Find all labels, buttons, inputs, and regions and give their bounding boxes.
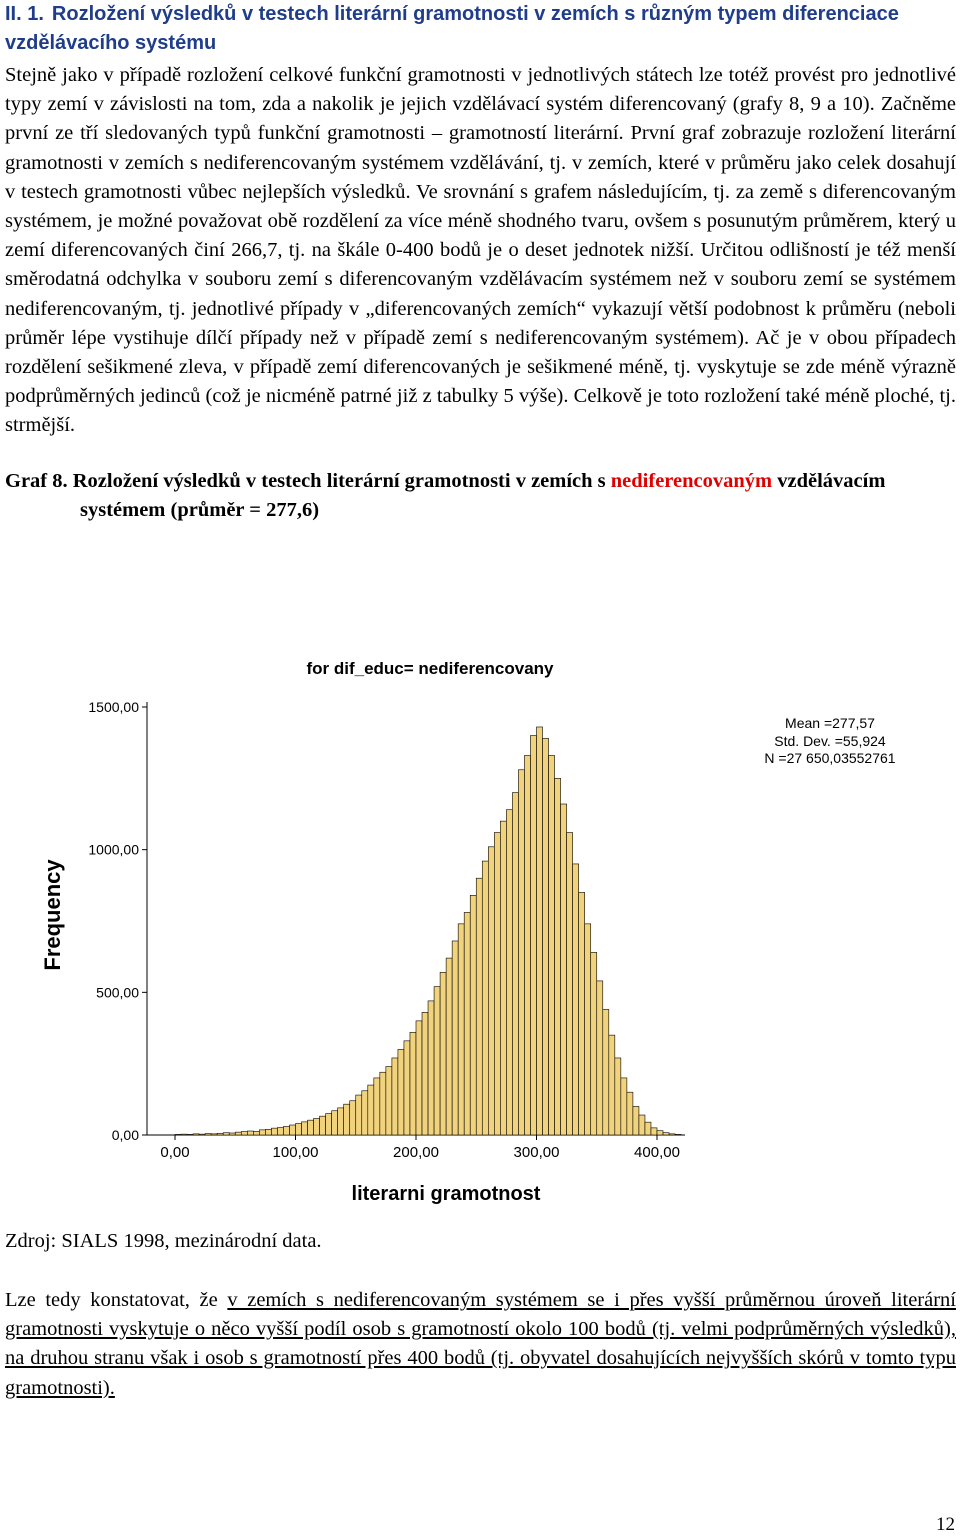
histogram-bar [350,1101,356,1135]
histogram-bar [543,738,549,1135]
page-number: 12 [936,1514,955,1535]
histogram-bar [259,1130,265,1135]
stats-box [764,715,895,766]
histogram-bar [187,1134,193,1135]
histogram-bar [428,1001,434,1135]
histogram-bar [332,1111,338,1135]
histogram-bar [669,1134,675,1135]
histogram-bar [561,804,567,1135]
histogram-bar [289,1125,295,1135]
histogram-bar [356,1095,362,1135]
histogram-bar [404,1041,410,1135]
histogram-chart [30,650,950,1210]
histogram-bar [314,1118,320,1135]
histogram-bar [271,1128,277,1135]
figure-caption [5,467,956,525]
histogram-bar [603,1009,609,1135]
histogram-bar [199,1134,205,1135]
bars-group [175,727,681,1135]
histogram-bar [482,861,488,1135]
stat-mean: Mean =277,57 [785,715,875,731]
histogram-bar [585,924,591,1135]
y-tick-label: 0,00 [111,1127,139,1143]
histogram-bar [506,810,512,1135]
histogram-bar [446,958,452,1135]
histogram-bar [205,1134,211,1135]
histogram-bar [615,1058,621,1135]
histogram-bar [326,1114,332,1135]
histogram-bar [302,1122,308,1135]
histogram-bar [537,727,543,1135]
chart-title: for dif_educ= nediferencovany [306,659,554,678]
histogram-bar [609,1035,615,1135]
histogram-bar [320,1116,326,1135]
histogram-bar [344,1104,350,1135]
histogram-bar [494,833,500,1135]
histogram-bar [530,736,536,1135]
histogram-bar [555,778,561,1135]
histogram-bar [175,1134,181,1135]
stat-n: N =27 650,03552761 [764,750,896,766]
histogram-bar [573,864,579,1135]
x-tick-label: 0,00 [160,1144,190,1161]
histogram-bar [675,1134,681,1135]
histogram-bar [500,821,506,1135]
conclusion-paragraph [5,1286,956,1403]
document-page [5,0,956,525]
histogram-bar [368,1085,374,1135]
histogram-bar [663,1133,669,1135]
caption-suffix: vzdělávacím systémem (průměr = 277,6) [80,469,886,521]
histogram-bar [380,1072,386,1135]
y-tick-label: 1000,00 [88,841,139,858]
histogram-bar [392,1058,398,1135]
y-tick-label: 500,00 [96,984,139,1001]
histogram-bar [651,1128,657,1135]
histogram-bar [422,1012,428,1135]
histogram-bar [338,1108,344,1135]
histogram-bar [308,1120,314,1135]
body-paragraph: Stejně jako v případě rozložení celkové funkční gramotnosti v jednotlivých státech lze totéž provést pro jednotlivé typy zemí v závislosti na tom, zda a nakolik je jejich vzdělávací systém diferencovaný (grafy 8, 9 a 10). Začněme první ze tří sledovaných typů funkční gramotnosti – gramotností literární. První graf zobrazuje rozložení literární gramotnosti v zemích s nediferencovaným systémem vzdělávání, tj. v zemích, které v průměru jako celek dosahují v testech gramotnosti vůbec nejlepších výsledků. Ve srovnání s grafem následujícím, tj. za země s diferencovaným systémem, je možné považovat obě rozdělení za více méně shodného tvaru, ovšem s posunutým průměrem, který u zemí diferencovaných činí 266,7, tj. na škále 0-400 bodů je o deset jednotek nižší. Určitou odlišností je též menší směrodatná odchylka v souboru zemí s diferencovaným vzdělávacím systémem než v souboru zemí se systémem nediferencovaným, tj. jednotlivé případy v „diferencovaných zemích“ vykazují větší podobnost k průměru (neboli průměr lépe vystihuje dílčí případy než v případě zemí s nediferencovaným systémem). Ač je v obou případech rozdělení sešikmené zleva, v případě zemí diferencovaných je sešikmené méně, tj. vyskytuje se zde méně výrazně podprůměrných jedinců (což je nicméně patrné již z tabulky 5 výše). Celkově je toto rozložení také méně ploché, tj. strmější. [5,64,956,437]
x-tick-label: 400,00 [634,1144,680,1161]
section-heading [5,0,956,58]
histogram-bar [524,756,530,1135]
caption-prefix: Graf 8. Rozložení výsledků v testech literární gramotnosti v zemích s [5,469,611,492]
histogram-bar [633,1106,639,1135]
x-tick-label: 100,00 [272,1144,319,1161]
histogram-bar [567,833,573,1135]
histogram-bar [277,1128,283,1135]
histogram-bar [597,981,603,1135]
histogram-bar [452,941,458,1135]
histogram-bar [181,1134,187,1135]
stat-std-dev: Std. Dev. =55,924 [774,733,886,749]
histogram-bar [512,793,518,1135]
histogram-bar [579,892,585,1135]
histogram-bar [223,1133,229,1135]
histogram-bar [362,1091,368,1135]
histogram-bar [247,1131,253,1135]
histogram-bar [193,1134,199,1135]
histogram-svg [30,650,950,1210]
histogram-bar [464,912,470,1135]
histogram-bar [470,895,476,1135]
x-axis-label: literarni gramotnost [351,1183,541,1205]
histogram-bar [621,1078,627,1135]
x-tick-label: 200,00 [393,1144,439,1161]
histogram-bar [398,1049,404,1135]
histogram-bar [253,1131,259,1135]
histogram-bar [476,878,482,1135]
histogram-bar [235,1132,241,1135]
histogram-bar [657,1131,663,1135]
histogram-bar [518,770,524,1135]
histogram-bar [211,1134,217,1135]
histogram-bar [217,1133,223,1135]
histogram-bar [410,1032,416,1135]
histogram-bar [488,847,494,1135]
section-number: II. 1. [5,3,44,25]
histogram-bar [645,1122,651,1135]
histogram-bar [591,952,597,1135]
histogram-bar [283,1126,289,1135]
source-note: Zdroj: SIALS 1998, mezinárodní data. [5,1230,322,1252]
histogram-bar [549,756,555,1135]
histogram-bar [374,1078,380,1135]
histogram-bar [241,1132,247,1135]
section-title: Rozložení výsledků v testech literární gramotnosti v zemích s různým typem diferenciace vzdělávacího systému [5,3,899,54]
histogram-bar [229,1133,235,1135]
histogram-bar [434,987,440,1135]
histogram-bar [265,1129,271,1135]
histogram-bar [639,1115,645,1135]
histogram-bar [627,1092,633,1135]
histogram-bar [440,972,446,1135]
histogram-bar [386,1067,392,1135]
histogram-bar [296,1124,302,1135]
histogram-bar [458,924,464,1135]
conclusion-underlined: v zemích s nediferencovaným systémem se i přes vyšší průměrnou úroveň literární gramotnosti vyskytuje o něco vyšší podíl osob s gramotností okolo 100 bodů (tj. velmi podprůměrných výsledků), na druhou stranu však i osob s gramotností přes 400 bodů (tj. obyvatel dosahujících nejvyšších skórů v tomto typu gramotnosti). [5,1289,957,1399]
y-tick-label: 1500,00 [88,699,139,715]
conclusion-prefix: Lze tedy konstatovat, že [5,1289,228,1311]
x-tick-label: 300,00 [513,1144,560,1161]
caption-highlight: nediferencovaným [610,469,773,492]
histogram-bar [416,1021,422,1135]
y-axis-label: Frequency [40,859,65,971]
